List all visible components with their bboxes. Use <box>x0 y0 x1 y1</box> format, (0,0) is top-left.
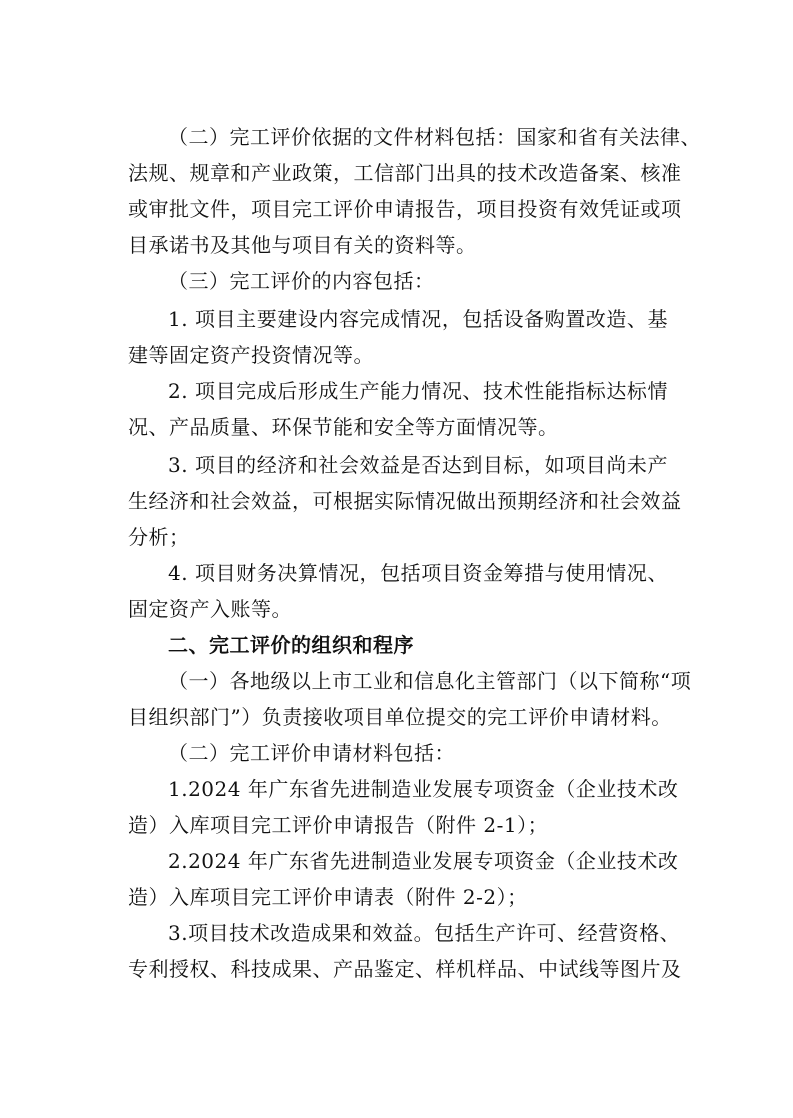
list-item-line: 1. 项目主要建设内容完成情况，包括设备购置改造、基 <box>168 307 668 331</box>
list-item-line: 3.项目技术改造成果和效益。包括生产许可、经营资格、 <box>168 921 681 945</box>
list-item-line: 1.2024 年广东省先进制造业发展专项资金（企业技术改 <box>168 777 679 801</box>
list-item-line: 造）入库项目完工评价申请表（附件 2-2）； <box>128 885 528 909</box>
list-item-line: 造）入库项目完工评价申请报告（附件 2-1）； <box>128 813 549 837</box>
list-item-line: 况、产品质量、环保节能和安全等方面情况等。 <box>128 415 559 439</box>
section-heading: 二、完工评价的组织和程序 <box>168 633 414 657</box>
list-item-line: 4. 项目财务决算情况，包括项目资金筹措与使用情况、 <box>168 561 668 585</box>
paragraph-line: （二）完工评价依据的文件材料包括：国家和省有关法律、 <box>168 125 701 149</box>
paragraph-line: 目组织部门”）负责接收项目单位提交的完工评价申请材料。 <box>128 705 672 729</box>
paragraph-line: （一）各地级以上市工业和信息化主管部门（以下简称“项 <box>168 669 692 693</box>
list-item-line: 2.2024 年广东省先进制造业发展专项资金（企业技术改 <box>168 849 679 873</box>
list-item-line: 专利授权、科技成果、产品鉴定、样机样品、中试线等图片及 <box>128 957 682 981</box>
list-item-line: 分析； <box>128 525 190 549</box>
paragraph-line: 法规、规章和产业政策，工信部门出具的技术改造备案、核准 <box>128 161 682 185</box>
section-subheading: （三）完工评价的内容包括： <box>168 269 435 293</box>
paragraph-line: 目承诺书及其他与项目有关的资料等。 <box>128 233 477 257</box>
list-item-line: 3. 项目的经济和社会效益是否达到目标，如项目尚未产 <box>168 453 668 477</box>
section-subheading: （二）完工评价申请材料包括： <box>168 741 455 765</box>
list-item-line: 固定资产入账等。 <box>128 597 292 621</box>
paragraph-line: 或审批文件，项目完工评价申请报告，项目投资有效凭证或项 <box>128 197 682 221</box>
list-item-line: 生经济和社会效益，可根据实际情况做出预期经济和社会效益 <box>128 489 682 513</box>
list-item-line: 建等固定资产投资情况等。 <box>128 343 374 367</box>
list-item-line: 2. 项目完成后形成生产能力情况、技术性能指标达标情 <box>168 379 668 403</box>
